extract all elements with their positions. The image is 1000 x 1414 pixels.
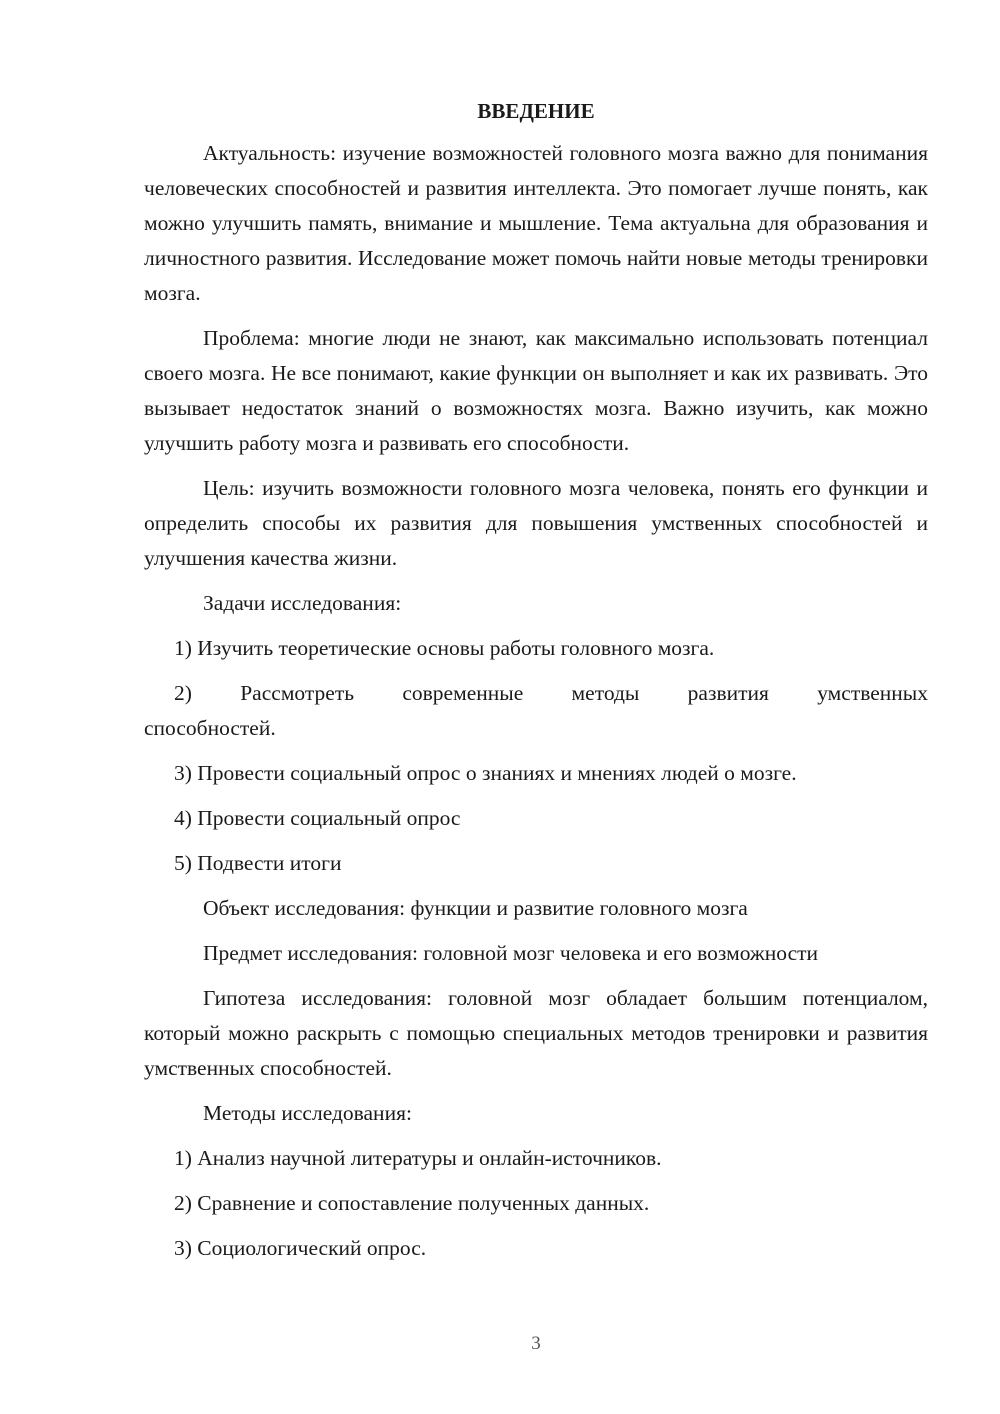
subject-paragraph: Предмет исследования: головной мозг человека и его возможности (203, 941, 819, 965)
problem-paragraph: Проблема: многие люди не знают, как максимально использовать потенциал своего мозга. Не все понимают, какие функции он выполняет и как их развивать. Это вызывает недостаток знаний о возможностях мозга. Важно изучить, как можно улучшить работу мозга и развивать его способности. (144, 326, 928, 455)
task-item: 2) Рассмотреть современные методы развития умственных способностей. (144, 681, 928, 740)
object-paragraph: Объект исследования: функции и развитие головного мозга (203, 896, 748, 920)
document-page (144, 96, 928, 1276)
task-item: 1) Изучить теоретические основы работы головного мозга. (174, 636, 715, 660)
goal-paragraph: Цель: изучить возможности головного мозга человека, понять его функции и определить способы их развития для повышения умственных способностей и улучшения качества жизни. (144, 476, 928, 570)
task-item: 3) Провести социальный опрос о знаниях и мнениях людей о мозге. (174, 761, 797, 785)
method-item: 1) Анализ научной литературы и онлайн-источников. (174, 1146, 662, 1170)
tasks-heading: Задачи исследования: (203, 591, 402, 615)
task-item: 5) Подвести итоги (174, 851, 342, 875)
task-item: 4) Провести социальный опрос (174, 806, 461, 830)
method-item: 3) Социологический опрос. (174, 1236, 427, 1260)
page-number: 3 (531, 1333, 541, 1354)
page-title: ВВЕДЕНИЕ (477, 99, 595, 123)
hypothesis-paragraph: Гипотеза исследования: головной мозг обладает большим потенциалом, который можно раскрыть с помощью специальных методов тренировки и развития умственных способностей. (144, 986, 928, 1080)
methods-heading: Методы исследования: (203, 1101, 412, 1125)
relevance-paragraph: Актуальность: изучение возможностей головного мозга важно для понимания человеческих способностей и развития интеллекта. Это помогает лучше понять, как можно улучшить память, внимание и мышление. Тема актуальна для образования и личностного развития. Исследование может помочь найти новые методы тренировки мозга. (144, 141, 928, 305)
method-item: 2) Сравнение и сопоставление полученных данных. (174, 1191, 650, 1215)
